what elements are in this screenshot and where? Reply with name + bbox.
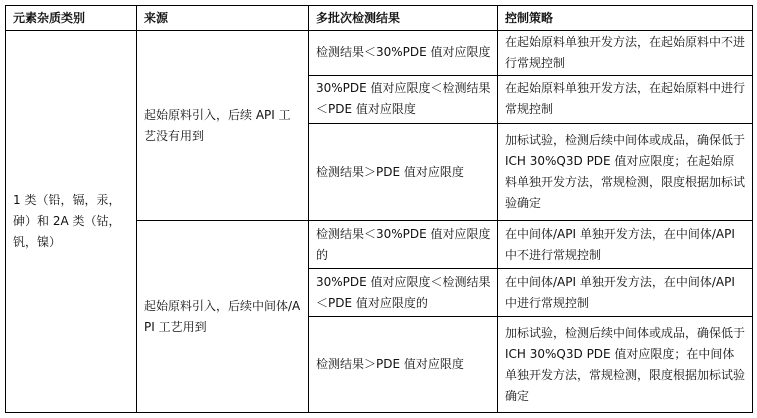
header-batch-results: 多批次检测结果 [309, 6, 498, 31]
strategy-cell: 加标试验，检测后续中间体或成品，确保低于 ICH 30%Q3D PDE 值对应限度；在中间体单独开发方法，常规检测，限度根据加标试验确定 [498, 317, 753, 413]
header-source: 来源 [137, 6, 309, 31]
strategy-cell: 在起始原料单独开发方法，在起始原料中不进行常规控制 [498, 31, 753, 76]
header-control-strategy: 控制策略 [498, 6, 753, 31]
table-row [6, 31, 753, 76]
strategy-cell: 在中间体/API 单独开发方法，在中间体/API 中不进行常规控制 [498, 221, 753, 269]
source-cell: 起始原料引入，后续中间体/API 工艺用到 [137, 221, 309, 413]
result-cell: 检测结果＞PDE 值对应限度 [309, 317, 498, 413]
control-strategy-table [5, 5, 753, 413]
result-cell: 检测结果＞PDE 值对应限度 [309, 123, 498, 221]
strategy-cell: 加标试验，检测后续中间体或成品，确保低于 ICH 30%Q3D PDE 值对应限度；在起始原料单独开发方法，常规检测，限度根据加标试验确定 [498, 123, 753, 221]
result-cell: 30%PDE 值对应限度＜检测结果＜PDE 值对应限度的 [309, 269, 498, 317]
impurity-category-cell: 1 类（铅，镉，汞，砷）和 2A 类（钴，钒，镍） [6, 31, 137, 413]
table-header-row [6, 6, 753, 31]
strategy-cell: 在中间体/API 单独开发方法，在中间体/API 中进行常规控制 [498, 269, 753, 317]
result-cell: 检测结果＜30%PDE 值对应限度的 [309, 221, 498, 269]
result-cell: 30%PDE 值对应限度＜检测结果＜PDE 值对应限度 [309, 75, 498, 123]
result-cell: 检测结果＜30%PDE 值对应限度 [309, 31, 498, 76]
source-cell: 起始原料引入，后续 API 工艺没有用到 [137, 31, 309, 221]
header-impurity-category: 元素杂质类别 [6, 6, 137, 31]
strategy-cell: 在起始原料单独开发方法，在起始原料中进行常规控制 [498, 75, 753, 123]
